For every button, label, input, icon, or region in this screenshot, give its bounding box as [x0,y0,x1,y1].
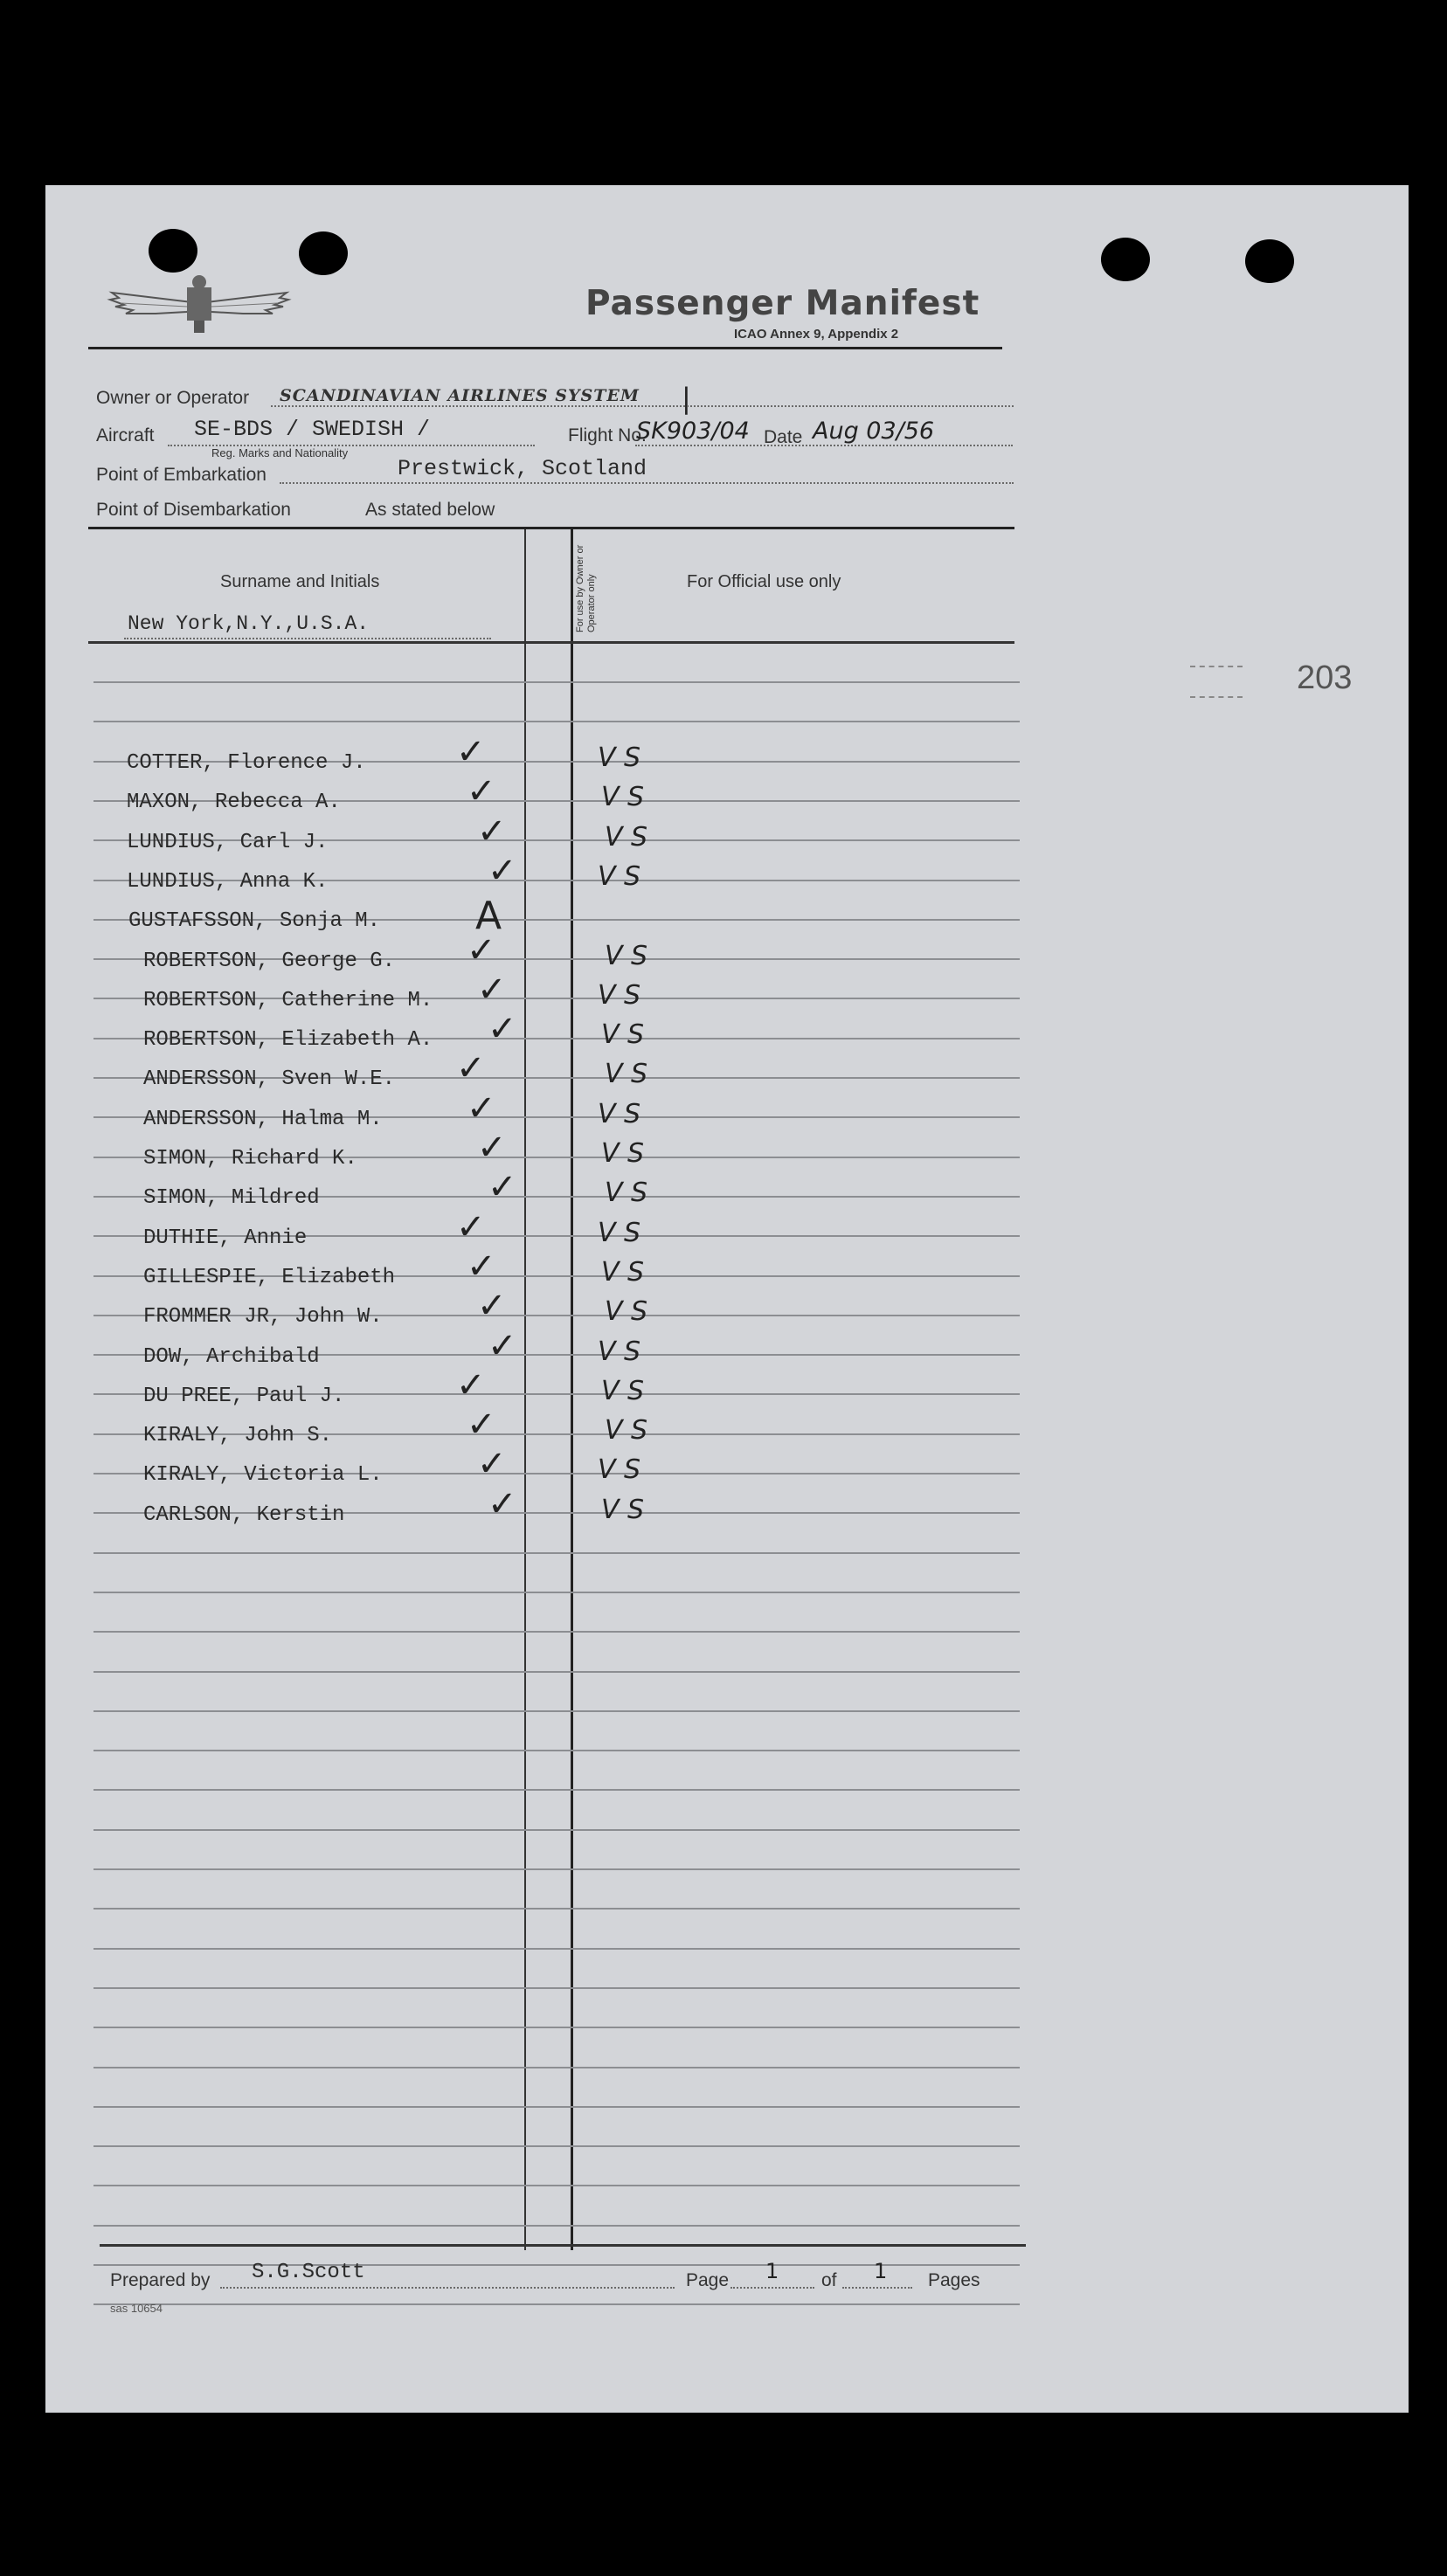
operator-check-mark: ✓ [477,1128,507,1168]
punch-hole [1245,239,1294,283]
page-value: 1 [765,2259,779,2283]
table-row-rule [93,1789,1020,1791]
operator-check-mark: ✓ [477,1444,507,1484]
operator-check-mark: ✓ [477,970,507,1010]
passenger-name: KIRALY, John S. [143,1424,333,1447]
col-official-header: For Official use only [687,572,841,591]
official-code: V S [601,782,645,812]
official-code: V S [598,1218,641,1248]
operator-check-mark: ✓ [488,1009,517,1049]
table-row-rule [93,2106,1020,2108]
operator-check-mark: ✓ [456,1365,486,1405]
operator-check-mark: ✓ [477,811,507,852]
operator-check-mark: ✓ [488,851,517,891]
passenger-name: DOW, Archibald [143,1345,320,1369]
passenger-name: DUTHIE, Annie [143,1226,308,1250]
official-code: V S [598,980,641,1011]
table-bottom-rule [100,2244,1026,2247]
disembarkation-label: Point of Disembarkation [96,500,291,520]
embarkation-line [280,482,1014,484]
aircraft-value: SE-BDS / SWEDISH / [194,417,431,442]
winged-logo-icon [103,268,295,338]
embarkation-value: Prestwick, Scotland [398,456,647,481]
operator-check-mark: ✓ [467,930,496,970]
official-code: V S [605,1059,648,1089]
passenger-name: SIMON, Mildred [143,1186,320,1210]
official-code: V S [605,1415,648,1446]
passenger-name: ANDERSSON, Sven W.E. [143,1067,396,1091]
passenger-name: GUSTAFSSON, Sonja M. [128,909,381,933]
table-row-rule [93,1750,1020,1751]
operator-check-mark: ✓ [456,1207,486,1247]
table-row-rule [93,1829,1020,1831]
prepared-line [220,2287,675,2289]
of-label: of [821,2270,837,2290]
col-name-header: Surname and Initials [220,572,380,591]
operator-check-mark: ✓ [456,732,486,772]
destination-line [124,638,491,639]
operator-check-mark: ✓ [467,1247,496,1287]
table-row-rule [93,2185,1020,2186]
prepared-label: Prepared by [110,2270,211,2290]
date-value: Aug 03/56 [813,418,935,445]
passenger-name: MAXON, Rebecca A. [127,791,341,814]
official-code: V S [598,861,641,892]
official-code: V S [601,1376,645,1406]
of-line [842,2287,912,2289]
aircraft-label: Aircraft [96,425,155,445]
official-code: V S [598,1099,641,1129]
header-block-rule [88,527,1014,529]
passenger-name: LUNDIUS, Carl J. [127,831,329,854]
date-label: Date [764,427,803,447]
punch-hole [299,231,348,275]
operator-check-mark: ✓ [456,1048,486,1088]
table-row-rule [93,1552,1020,1554]
table-row-rule [93,1710,1020,1712]
header-rule [88,347,1002,349]
of-value: 1 [874,2259,888,2283]
page-subtitle: ICAO Annex 9, Appendix 2 [734,327,899,342]
form-code: sas 10654 [110,2302,163,2315]
stamp-mark [1190,696,1243,700]
official-code: V S [598,742,641,773]
official-code: V S [605,941,648,971]
prepared-value: S.G.Scott [252,2261,365,2284]
stamp-number: 203 [1297,660,1353,696]
table-row-rule [93,1948,1020,1950]
official-code: V S [605,822,648,853]
operator-check-mark: A [475,894,502,938]
punch-hole [1101,238,1150,281]
flight-line [635,445,1013,446]
passenger-name: ROBERTSON, Elizabeth A. [143,1028,433,1052]
table-row-rule [93,1592,1020,1593]
official-code: V S [601,1495,645,1525]
stamp-mark [1190,666,1243,669]
official-code: V S [605,1178,648,1208]
manifest-sheet [45,185,1409,2413]
operator-check-mark: ✓ [488,1167,517,1207]
passenger-name: LUNDIUS, Anna K. [127,870,329,894]
table-row-rule [93,2067,1020,2068]
passenger-name: COTTER, Florence J. [127,751,366,775]
pages-label: Pages [928,2270,980,2290]
official-code: V S [601,1257,645,1288]
page-line [730,2287,814,2289]
passenger-name: SIMON, Richard K. [143,1147,357,1171]
operator-column-right-rule [571,529,573,2250]
passenger-name: ROBERTSON, Catherine M. [143,989,433,1012]
flight-label: Flight No. [568,425,647,445]
table-row-rule [93,2225,1020,2227]
punch-hole [149,229,197,273]
disembarkation-value: As stated below [365,500,495,520]
table-row-rule [93,2145,1020,2147]
flight-value: SK903/04 [636,418,750,445]
table-row-rule [93,1868,1020,1870]
table-row-rule [93,2027,1020,2028]
passenger-name: KIRALY, Victoria L. [143,1463,383,1487]
page-title: Passenger Manifest [585,284,980,323]
owner-label: Owner or Operator [96,388,250,408]
operator-check-mark: ✓ [467,1088,496,1129]
operator-check-mark: ✓ [488,1326,517,1366]
official-code: V S [601,1138,645,1169]
official-code: V S [601,1019,645,1050]
passenger-name: ANDERSSON, Halma M. [143,1108,383,1131]
owner-slash-mark: | [682,382,691,415]
aircraft-note: Reg. Marks and Nationality [211,446,349,459]
aircraft-line [168,445,535,446]
destination-value: New York,N.Y.,U.S.A. [128,612,370,635]
owner-value: SCANDINAVIAN AIRLINES SYSTEM [280,386,640,405]
passenger-name: GILLESPIE, Elizabeth [143,1266,396,1289]
table-row-rule [93,1631,1020,1633]
owner-line [271,405,1014,407]
official-code: V S [598,1336,641,1367]
official-code: V S [598,1454,641,1485]
table-row-rule [93,721,1020,722]
table-row-rule [93,1671,1020,1673]
embarkation-label: Point of Embarkation [96,465,267,485]
operator-check-mark: ✓ [467,1405,496,1445]
table-row-rule [93,2303,1020,2305]
passenger-name: FROMMER JR, John W. [143,1305,383,1329]
operator-check-mark: ✓ [467,771,496,811]
page-label: Page [686,2270,730,2290]
operator-check-mark: ✓ [477,1286,507,1326]
operator-check-mark: ✓ [488,1484,517,1524]
table-header-rule [88,641,1014,644]
operator-column-left-rule [524,529,526,2250]
passenger-name: DU PREE, Paul J. [143,1385,345,1408]
passenger-name: CARLSON, Kerstin [143,1503,345,1527]
table-row-rule [93,681,1020,683]
official-code: V S [605,1296,648,1327]
col-operator-header: For use by Owner or Operator only [575,544,597,632]
table-row-rule [93,1987,1020,1989]
table-row-rule [93,1908,1020,1910]
passenger-name: ROBERTSON, George G. [143,950,396,973]
